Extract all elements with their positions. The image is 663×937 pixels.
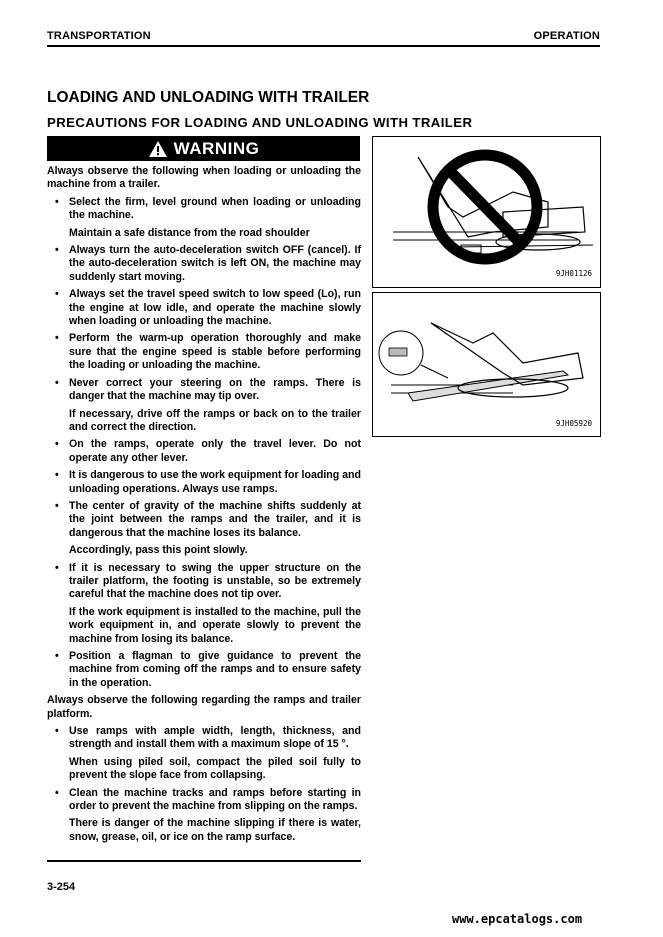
- text-column: [47, 165, 361, 844]
- intro-text: Always observe the following when loading or unloading the machine from a trailer.: [47, 165, 361, 191]
- list-item: • The center of gravity of the machine shifts suddenly at the joint between the ramps and the trailer, and it is dangerous that the machine loses its balance. Accordingly, pass this point slowly.: [47, 500, 361, 558]
- section-header: TRANSPORTATION: [47, 30, 151, 42]
- list-item: • Clean the machine tracks and ramps before starting in order to prevent the machine from slipping on the ramps. There is danger of the machine slipping if there is water, snow, grease, oil, or ice on the ramp surface.: [47, 787, 361, 845]
- list-item: • Position a flagman to give guidance to prevent the machine from coming off the ramps and to ensure safety in the operation.: [47, 650, 361, 690]
- list-item: • Use ramps with ample width, length, thickness, and strength and install them with a maximum slope of 15 °. When using piled soil, compact the piled soil fully to prevent the slope face from collapsing.: [47, 725, 361, 783]
- ramp-loading-illustration: [373, 293, 600, 436]
- list-item: • If it is necessary to swing the upper structure on the trailer platform, the footing is unstable, so be extremely careful that the machine does not tip over. If the work equipment is installed to the machine, pull the work equipment in, and operate slowly to prevent the machine from losing its balance.: [47, 562, 361, 646]
- list-item: • Always turn the auto-deceleration switch OFF (cancel). If the auto-deceleration switch is left ON, the machine may suddenly start moving.: [47, 244, 361, 284]
- page-subtitle: PRECAUTIONS FOR LOADING AND UNLOADING WITH TRAILER: [47, 115, 473, 130]
- precaution-list: [47, 196, 361, 690]
- list-item: • It is dangerous to use the work equipment for loading and unloading operations. Always use ramps.: [47, 469, 361, 496]
- list-item: • Always set the travel speed switch to low speed (Lo), run the engine at low idle, and operate the machine slowly when loading or unloading the machine.: [47, 288, 361, 328]
- column-end-rule: [47, 860, 361, 862]
- list-note: When using piled soil, compact the piled soil fully to prevent the slope face from collapsing.: [69, 755, 361, 782]
- page-number: 3-254: [47, 881, 76, 893]
- prohibited-work-equipment-illustration: [373, 137, 600, 287]
- footer-watermark-url: www.epcatalogs.com: [452, 912, 583, 926]
- warning-banner: [47, 136, 360, 161]
- figure-code: 9JH01126: [555, 269, 592, 278]
- warning-triangle-icon: [148, 140, 168, 158]
- list-note: If necessary, drive off the ramps or back on to the trailer and correct the direction.: [69, 407, 361, 433]
- list-note: If the work equipment is installed to the machine, pull the work equipment in, and operate slowly to prevent the machine from losing its balance.: [69, 605, 361, 645]
- page-title: LOADING AND UNLOADING WITH TRAILER: [47, 89, 370, 106]
- list-note: There is danger of the machine slipping if there is water, snow, grease, oil, or ice on the ramp surface.: [69, 817, 361, 843]
- list-item: • Perform the warm-up operation thoroughly and make sure that the engine speed is stable before performing the loading or unloading the machine.: [47, 332, 361, 372]
- chapter-header: OPERATION: [533, 30, 600, 42]
- intro-text-2: Always observe the following regarding the ramps and trailer platform.: [47, 694, 361, 720]
- figure-prohibited-loading: [372, 136, 601, 288]
- list-item: • Select the firm, level ground when loading or unloading the machine. Maintain a safe distance from the road shoulder: [47, 196, 361, 240]
- list-item: • Never correct your steering on the ramps. There is danger that the machine may tip over. If necessary, drive off the ramps or back on to the trailer and correct the direction.: [47, 377, 361, 435]
- figure-code: 9JH05920: [555, 419, 592, 428]
- warning-label: WARNING: [173, 138, 260, 158]
- list-item: • On the ramps, operate only the travel lever. Do not operate any other lever.: [47, 438, 361, 465]
- ramp-list: [47, 725, 361, 844]
- header-rule: [47, 45, 600, 47]
- figure-ramp-loading: [372, 292, 601, 437]
- list-note: Accordingly, pass this point slowly.: [69, 544, 248, 557]
- list-note: Maintain a safe distance from the road shoulder: [69, 226, 310, 239]
